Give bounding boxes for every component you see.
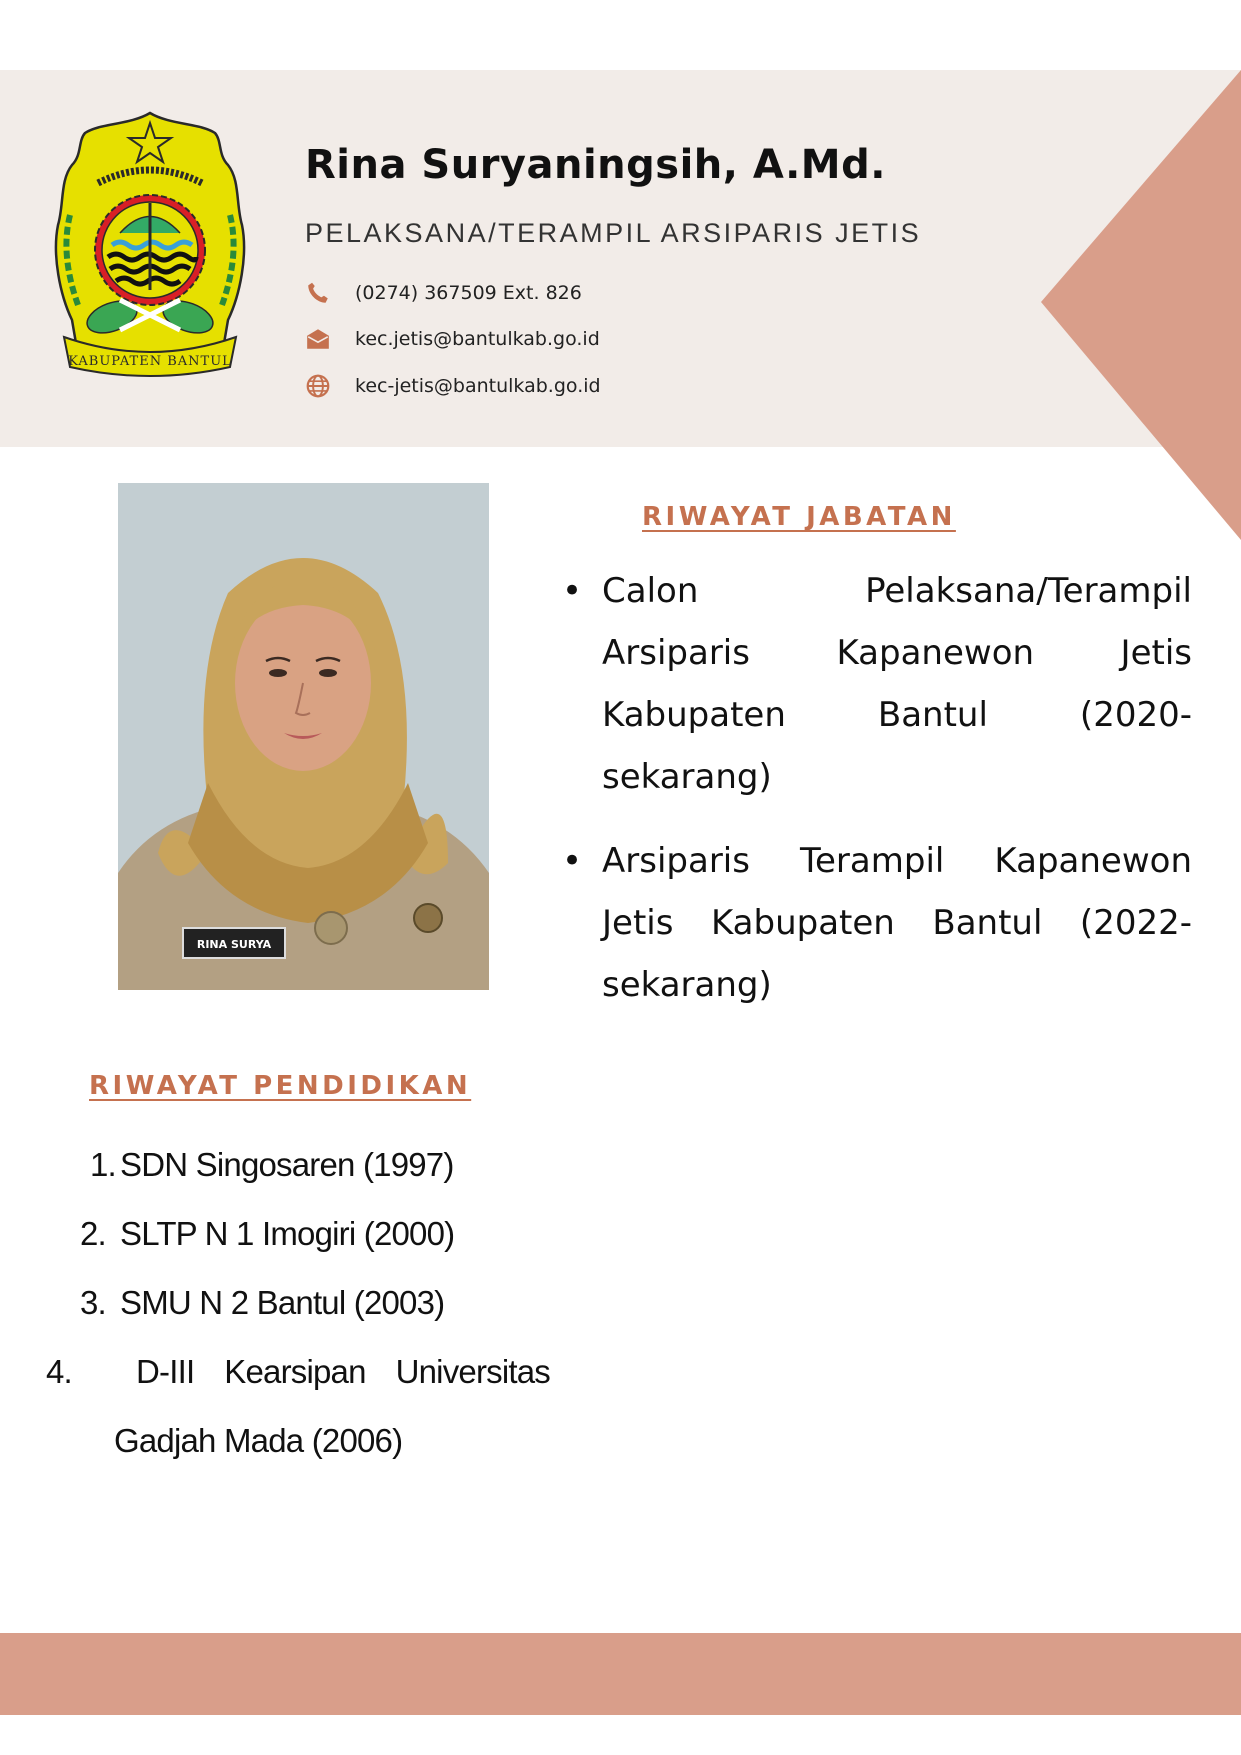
riwayat-jabatan-title: RIWAYAT JABATAN [642, 502, 956, 532]
list-item: 1. SDN Singosaren (1997) [90, 1146, 454, 1183]
contact-email [305, 322, 600, 356]
job-title: PELAKSANA/TERAMPIL ARSIPARIS JETIS [305, 218, 922, 248]
list-item: 3. SMU N 2 Bantul (2003) [80, 1284, 445, 1321]
footer-band [0, 1633, 1241, 1715]
corner-triangle-decoration [1041, 70, 1241, 540]
riwayat-pendidikan-list [46, 1130, 550, 1475]
profile-photo [118, 483, 489, 990]
phone-icon [305, 280, 331, 306]
contact-web [305, 369, 601, 403]
person-name: Rina Suryaningsih, A.Md. [305, 142, 886, 188]
website-text: kec-jetis@bantulkab.go.id [355, 375, 601, 397]
mail-icon [305, 326, 331, 352]
svg-text:KABUPATEN BANTUL: KABUPATEN BANTUL [68, 354, 232, 369]
globe-icon [305, 373, 331, 399]
name-tag-text: RINA SURYA [196, 938, 272, 951]
list-item: 2. SLTP N 1 Imogiri (2000) [80, 1215, 455, 1252]
riwayat-jabatan-list [560, 560, 1192, 1038]
riwayat-pendidikan-title: RIWAYAT PENDIDIKAN [89, 1071, 472, 1101]
list-item: • Calon Pelaksana/Terampil Arsiparis Kapanewon Jetis Kabupaten Bantul (2020-sekarang) [560, 560, 1192, 808]
email-text: kec.jetis@bantulkab.go.id [355, 328, 600, 350]
list-item: • Arsiparis Terampil Kapanewon Jetis Kabupaten Bantul (2022-sekarang) [560, 830, 1192, 1016]
kabupaten-bantul-emblem [50, 105, 250, 380]
phone-text: (0274) 367509 Ext. 826 [355, 282, 582, 304]
list-item: 4. D-III Kearsipan Universitas Gadjah Mada (2006) [46, 1353, 550, 1459]
contact-phone [305, 276, 582, 310]
